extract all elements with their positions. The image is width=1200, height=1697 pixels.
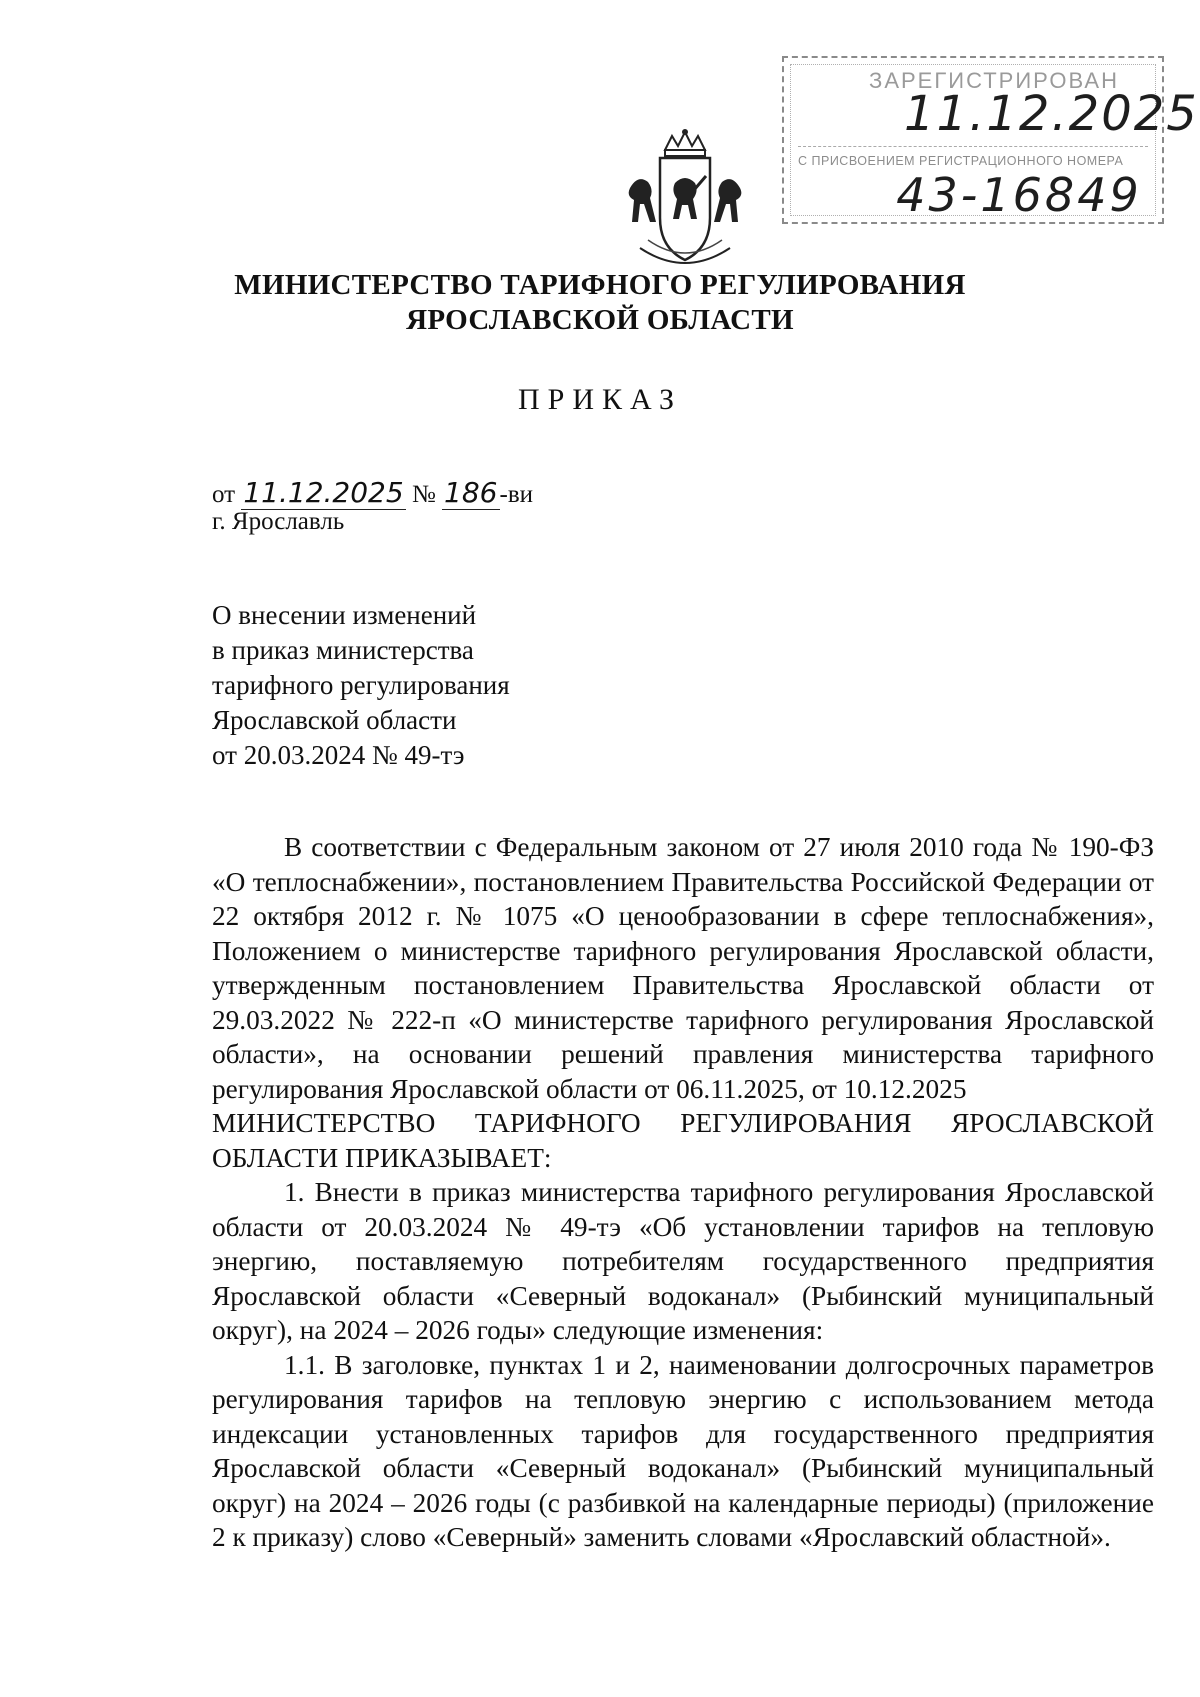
subject-line: тарифного регулирования <box>212 670 510 700</box>
order-title: ПРИКАЗ <box>518 383 682 416</box>
item-1-1-paragraph: 1.1. В заголовке, пунктах 1 и 2, наименовании долгосрочных параметров регулирования тарифов на тепловую энергию с использованием метода индексации установленных тарифов для государственного предприятия Ярославской области «Северный водоканал» (Рыбинский муниципальный округ) на 2024 – 2026 годы (с разбивкой на календарные периоды) (приложение 2 к приказу) слово «Северный» заменить словами «Ярославский областной». <box>212 1349 1154 1552</box>
dateline-number-sign: № <box>411 481 436 508</box>
coat-of-arms-icon <box>620 128 750 274</box>
subject-line: О внесении изменений <box>212 600 477 630</box>
order-subject <box>212 598 510 773</box>
ministry-orders-paragraph: МИНИСТЕРСТВО ТАРИФНОГО РЕГУЛИРОВАНИЯ ЯРОСЛАВСКОЙ ОБЛАСТИ ПРИКАЗЫВАЕТ: <box>212 1108 1154 1173</box>
stamp-date: 11.12.2025 <box>904 86 1199 142</box>
order-body <box>212 830 1154 1555</box>
dateline-prefix: от <box>212 481 236 508</box>
order-number-suffix: -ви <box>499 481 534 508</box>
order-dateline <box>212 476 533 509</box>
subject-line: в приказ министерства <box>212 635 474 665</box>
stamp-registration-label: С ПРИСВОЕНИЕМ РЕГИСТРАЦИОННОГО НОМЕРА <box>798 154 1124 168</box>
stamp-registered-label: ЗАРЕГИСТРИРОВАН <box>869 68 1119 93</box>
order-date: 11.12.2025 <box>243 476 404 509</box>
subject-line: от 20.03.2024 № 49-тэ <box>212 740 465 770</box>
stamp-divider <box>798 146 1148 147</box>
preamble-paragraph: В соответствии с Федеральным законом от 27 июля 2010 года № 190-ФЗ «О теплоснабжении», постановлением Правительства Российской Федерации от 22 октября 2012 г. № 1075 «О ценообразовании в сфере теплоснабжения», Положением о министерстве тарифного регулирования Ярославской области, утвержденным постановлением Правительства Ярославской области от 29.03.2022 № 222-п «О министерстве тарифного регулирования Ярославской области», на основании решений правления министерства тарифного регулирования Ярославской области от 06.11.2025, от 10.12.2025 <box>212 832 1154 1104</box>
ministry-heading-line1: МИНИСТЕРСТВО ТАРИФНОГО РЕГУЛИРОВАНИЯ <box>234 269 966 301</box>
item-1-paragraph: 1. Внести в приказ министерства тарифного регулирования Ярославской области от 20.03.2024 № 49-тэ «Об установлении тарифов на тепловую энергию, поставляемую потребителям государственного предприятия Ярославской области «Северный водоканал» (Рыбинский муниципальный округ), на 2024 – 2026 годы» следующие изменения: <box>212 1177 1154 1345</box>
ministry-heading-line2: ЯРОСЛАВСКОЙ ОБЛАСТИ <box>406 304 794 336</box>
registration-stamp <box>782 56 1199 224</box>
stamp-registration-number: 43-16849 <box>896 168 1142 222</box>
subject-line: Ярославской области <box>212 705 457 735</box>
order-number: 186 <box>444 476 498 509</box>
city-line: г. Ярославль <box>212 508 345 535</box>
